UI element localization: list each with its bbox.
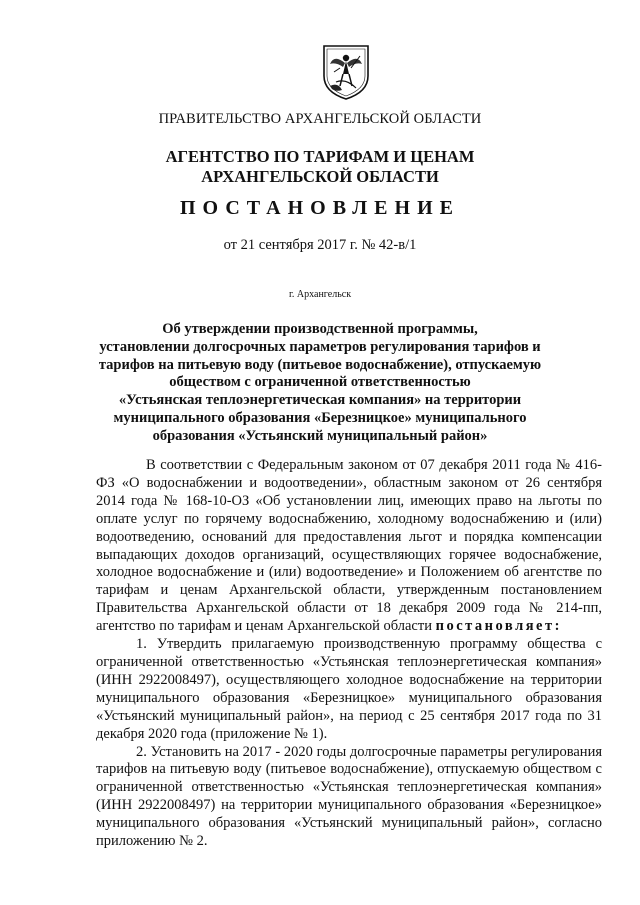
subject-line: тарифов на питьевую воду (питьевое водоснабжение), отпускаемую: [98, 356, 542, 373]
agency-name-line: АГЕНТСТВО ПО ТАРИФАМ И ЦЕНАМ: [165, 147, 475, 166]
document-type: ПОСТАНОВЛЕНИЕ: [180, 197, 460, 219]
subject-line: Об утверждении производственной программы,: [162, 321, 478, 337]
subject-line: образования «Устьянский муниципальный район»: [152, 427, 488, 444]
decrees-word: постановляет:: [435, 618, 562, 635]
document-subject: [0, 321, 640, 446]
document-city: г. Архангельск: [288, 289, 352, 300]
item-2-paragraph: 2. Установить на 2017 - 2020 годы долгосрочные параметры регулирования тарифов на питьевую воду (питьевое водоснабжение), отпускаемую обществом с ограниченной ответственностью «Устьянская теплоэнергетическая компания» (ИНН 2922008497) на территории муниципального образования «Березницкое» муниципального образования «Устьянский муниципальный район», согласно приложению № 2.: [96, 743, 602, 850]
item-1-paragraph: 1. Утвердить прилагаемую производственную программу общества с ограниченной ответственностью «Устьянская теплоэнергетическая компания» (ИНН 2922008497), осуществляющего холодное водоснабжение на территории муниципального образования «Березницкое» муниципального образования «Устьянский муниципальный район», на период с 25 сентября 2017 года по 31 декабря 2020 года (приложение № 1).: [96, 636, 602, 742]
preamble-paragraph: [96, 457, 602, 636]
agency-name: [0, 147, 640, 187]
document-date-number: от 21 сентября 2017 г. № 42-в/1: [223, 237, 417, 253]
subject-line: «Устьянская теплоэнергетическая компания» на территории: [118, 392, 522, 409]
subject-line: установлении долгосрочных параметров регулирования тарифов и: [99, 338, 541, 355]
government-name: ПРАВИТЕЛЬСТВО АРХАНГЕЛЬСКОЙ ОБЛАСТИ: [158, 111, 482, 127]
subject-line: обществом с ограниченной ответственностью: [169, 374, 471, 391]
preamble-text: В соответствии с Федеральным законом от 07 декабря 2011 года № 416-ФЗ «О водоснабжении и водоотведении», областным законом от 26 сентября 2014 года № 168-10-ОЗ «Об установлении лиц, имеющих право на льготы по оплате услуг по горячему водоснабжению, холодному водоснабжению и (или) водоотведению, оснований для предоставления льгот и порядка компенсации выпадающих доходов организаций, осуществляющих горячее водоснабжение, холодное водоснабжение и (или) водоотведение» и Положением об агентстве по тарифам и ценам Архангельской области, утвержденным постановлением Правительства Архангельской области от 18 декабря 2009 года № 214-пп, агентство по тарифам и ценам Архангельской области: [96, 457, 602, 635]
agency-name-line: АРХАНГЕЛЬСКОЙ ОБЛАСТИ: [201, 167, 439, 186]
subject-line: муниципального образования «Березницкое» муниципального: [113, 409, 527, 426]
document-body: [96, 457, 602, 851]
arkhangelsk-coat-of-arms-icon: [316, 42, 376, 102]
